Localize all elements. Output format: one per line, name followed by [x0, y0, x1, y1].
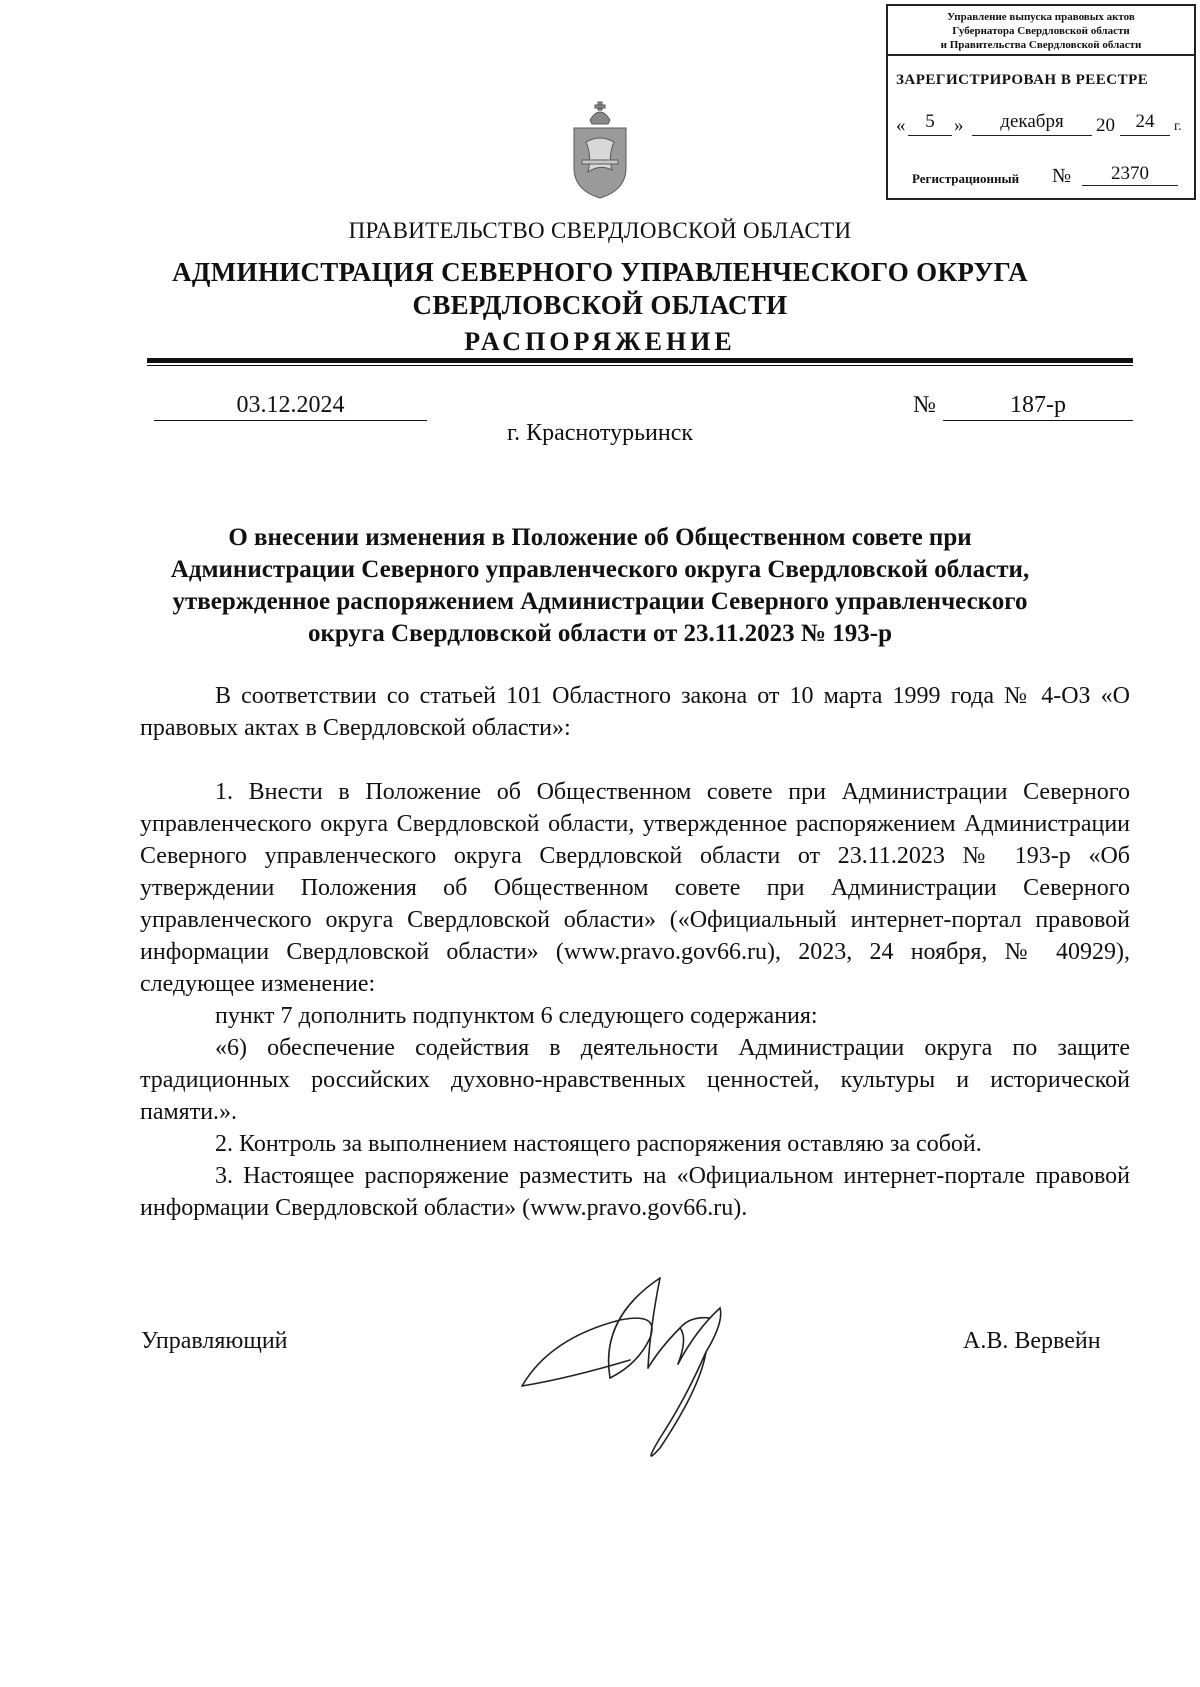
stamp-close-quote: » — [954, 115, 964, 136]
stamp-year-unit: г. — [1174, 119, 1182, 134]
stamp-organization — [888, 6, 1194, 56]
signer-position: Управляющий — [141, 1328, 288, 1354]
document-number: 187-р — [943, 392, 1133, 421]
stamp-number-value: 2370 — [1082, 163, 1178, 186]
stamp-org-line: Управление выпуска правовых актов — [947, 11, 1135, 23]
item-3-paragraph: 3. Настоящее распоряжение разместить на «Официальном интернет-портале правовой информации Свердловской области» (www.pravo.gov66.ru). — [140, 1163, 1130, 1221]
stamp-org-line: и Правительства Свердловской области — [940, 39, 1142, 51]
title-line: Администрации Северного управленческого округа Свердловской области, — [170, 556, 1030, 583]
stamp-year-suffix: 24 — [1120, 111, 1170, 136]
stamp-reg-number — [912, 163, 1182, 191]
title-line: утвержденное распоряжением Администрации Северного управленческого — [172, 588, 1028, 615]
stamp-registered-label: ЗАРЕГИСТРИРОВАН В РЕЕСТРЕ — [896, 72, 1149, 88]
stamp-org-line: Губернатора Свердловской области — [952, 25, 1130, 37]
signer-name: А.В. Вервейн — [963, 1328, 1101, 1354]
item-2-paragraph: 2. Контроль за выполнением настоящего распоряжения оставляю за собой. — [215, 1131, 982, 1157]
item-1-quote-paragraph: «6) обеспечение содействия в деятельности Администрации округа по защите традиционных российских духовно-нравственных ценностей, культуры и исторической памяти.». — [140, 1035, 1130, 1125]
stamp-open-quote: « — [896, 115, 906, 136]
preamble-paragraph: В соответствии со статьей 101 Областного закона от 10 марта 1999 года № 4-ОЗ «О правовых актах в Свердловской области»: — [140, 683, 1130, 741]
document-body — [140, 680, 1130, 1224]
stamp-year-prefix: 20 — [1096, 115, 1115, 136]
stamp-reg-label: Регистрационный — [912, 171, 1020, 186]
administration-name-line2: СВЕРДЛОВСКОЙ ОБЛАСТИ — [412, 290, 788, 320]
government-name: ПРАВИТЕЛЬСТВО СВЕРДЛОВСКОЙ ОБЛАСТИ — [348, 218, 852, 243]
registry-stamp — [886, 4, 1196, 200]
coat-of-arms-icon — [560, 98, 640, 204]
stamp-number-sign: № — [1052, 165, 1072, 187]
item-1-paragraph: 1. Внести в Положение об Общественном совете при Администрации Северного управленческого округа Свердловской области, утвержденное распоряжением Администрации Северного управленческого округа Свердловской области от 23.11.2023 № 193-р «Об утверждении Положения об Общественном совете при Администрации Северного управленческого округа Свердловской области» («Официальный интернет-портал правовой информации Свердловской области» (www.pravo.gov66.ru), 2023, 24 ноября, № 40929), следующее изменение: — [140, 779, 1130, 997]
handwritten-signature-icon — [510, 1268, 790, 1488]
item-1-sub-paragraph: пункт 7 дополнить подпунктом 6 следующего содержания: — [215, 1003, 818, 1029]
administration-name-line1: АДМИНИСТРАЦИЯ СЕВЕРНОГО УПРАВЛЕНЧЕСКОГО ОКРУГА — [172, 257, 1028, 287]
document-type: РАСПОРЯЖЕНИЕ — [464, 327, 736, 356]
header-rule-thick — [147, 358, 1133, 363]
document-number-sign: № — [913, 392, 936, 418]
title-line: округа Свердловской области от 23.11.2023 № 193-р — [307, 620, 893, 647]
document-title — [0, 522, 1200, 650]
stamp-day: 5 — [908, 111, 952, 136]
stamp-month: декабря — [972, 111, 1092, 136]
stamp-date — [896, 111, 1192, 141]
header-rule-thin — [147, 365, 1133, 366]
title-line: О внесении изменения в Положение об Общественном совете при — [228, 524, 972, 551]
document-date: 03.12.2024 — [154, 392, 427, 421]
document-city: г. Краснотурьинск — [506, 420, 694, 446]
